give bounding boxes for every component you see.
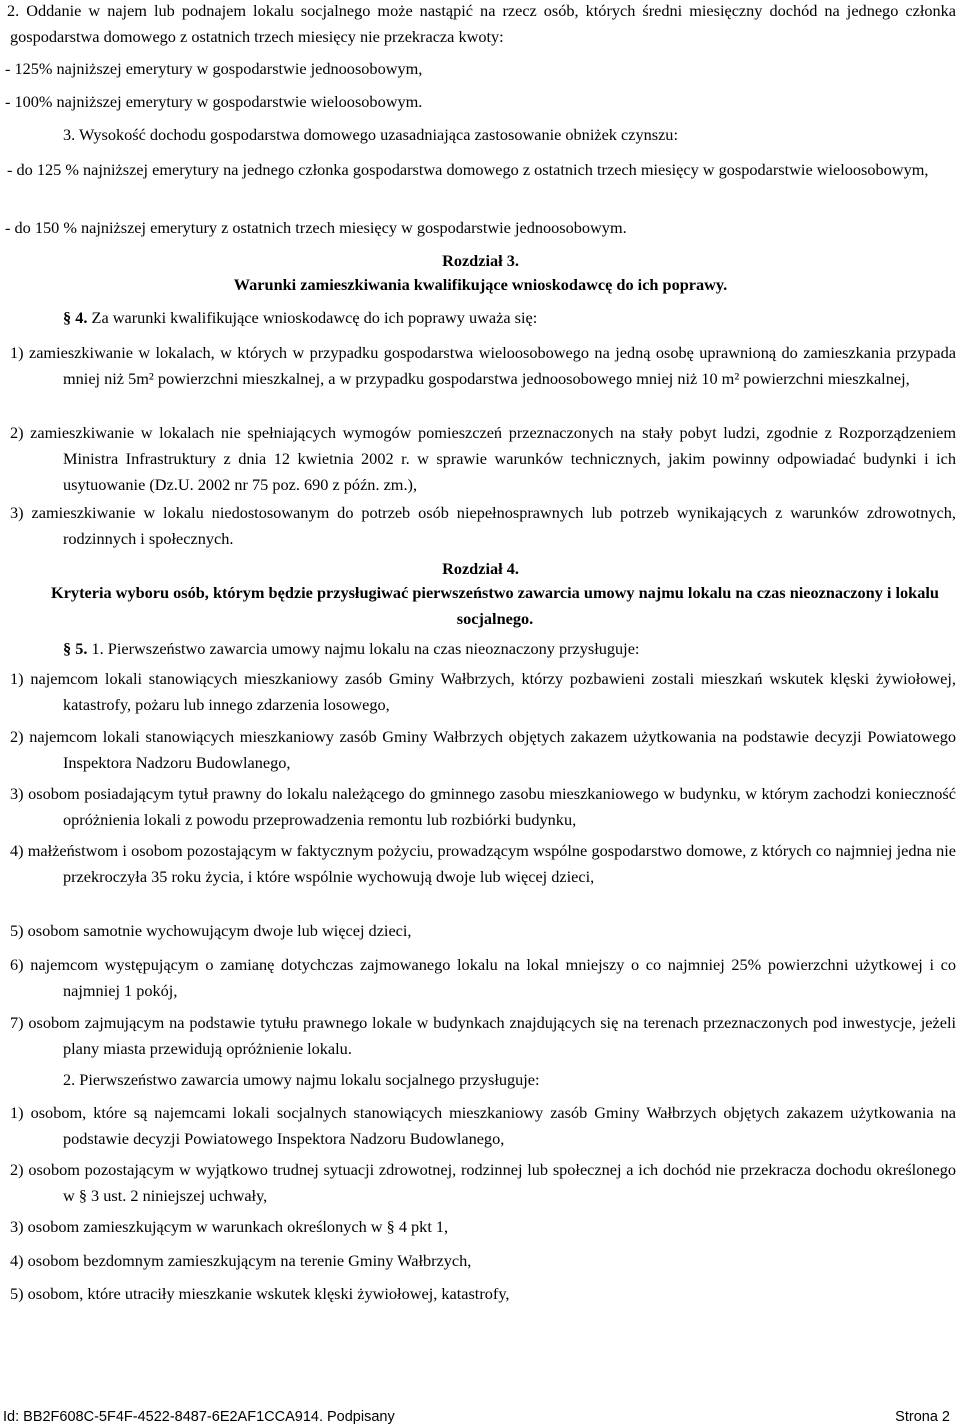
paragraph-2-item-1: - 125% najniższej emerytury w gospodarstwie jednoosobowym,: [5, 59, 423, 78]
paragraph-2-item-2: - 100% najniższej emerytury w gospodarstwie wieloosobowym.: [5, 92, 423, 111]
paragraph-5-1-item-1: 1) najemcom lokali stanowiących mieszkaniowy zasób Gminy Wałbrzych, którzy pozbawieni zostali mieszkań wskutek klęski żywiołowej, katastrofy, pożaru lub innego zdarzenia losowego,: [10, 669, 956, 714]
paragraph-3-item-2: - do 150 % najniższej emerytury z ostatnich trzech miesięcy w gospodarstwie jednoosobowym.: [5, 218, 627, 237]
section-mark-5: § 5.: [63, 639, 88, 658]
paragraph-2: [5, 0, 956, 50]
paragraph-5-2-item-2: 2) osobom pozostającym w wyjątkowo trudnej sytuacji zdrowotnej, rodzinnej lub społecznej a ich dochód nie przekracza dochodu określonego w § 3 ust. 2 niniejszej uchwały,: [10, 1160, 956, 1205]
chapter-4-title: Kryteria wyboru osób, którym będzie przysługiwać pierwszeństwo zawarcia umowy najmu lokalu na czas nieoznaczony i lokalu socjalnego.: [51, 583, 939, 628]
paragraph-5-2-item-4: 4) osobom bezdomnym zamieszkującym na terenie Gminy Wałbrzych,: [10, 1251, 472, 1270]
paragraph-4-item-2: 2) zamieszkiwanie w lokalach nie spełniających wymogów pomieszczeń przeznaczonych na stały pobyt ludzi, zgodnie z Rozporządzeniem Ministra Infrastruktury z dnia 12 kwietnia 2002 r. w sprawie warunków technicznych, jakim powinny odpowiadać budynki i ich usytuowanie (Dz.U. 2002 nr 75 poz. 690 z późn. zm.),: [10, 423, 956, 494]
paragraph-2-text: 2. Oddanie w najem lub podnajem lokalu socjalnego może nastąpić na rzecz osób, których średni miesięczny dochód na jednego członka gospodarstwa domowego z ostatnich trzech miesięcy nie przekracza kwoty:: [7, 1, 956, 46]
paragraph-5-2-item-5: 5) osobom, które utraciły mieszkanie wskutek klęski żywiołowej, katastrofy,: [10, 1284, 510, 1303]
chapter-3-title: Warunki zamieszkiwania kwalifikujące wnioskodawcę do ich poprawy.: [233, 275, 728, 294]
paragraph-5-1-item-4: 4) małżeństwom i osobom pozostającym w faktycznym pożyciu, prowadzącym wspólne gospodarstwo domowe, z których co najmniej jedna nie przekroczyła 35 roku życia, i które wspólnie wychowują dwoje lub więcej dzieci,: [10, 841, 956, 886]
paragraph-5-2-intro: 2. Pierwszeństwo zawarcia umowy najmu lokalu socjalnego przysługuje:: [63, 1070, 540, 1089]
paragraph-5-1-item-5: 5) osobom samotnie wychowującym dwoje lub więcej dzieci,: [10, 921, 412, 940]
paragraph-3-item-1: - do 125 % najniższej emerytury na jednego członka gospodarstwa domowego z ostatnich trzech miesięcy w gospodarstwie wieloosobowym,: [7, 160, 929, 179]
paragraph-5-1-intro-text: 1. Pierwszeństwo zawarcia umowy najmu lokalu na czas nieoznaczony przysługuje:: [91, 639, 640, 658]
paragraph-4-item-1: 1) zamieszkiwanie w lokalach, w których w przypadku gospodarstwa wieloosobowego na jedną osobę uprawnioną do zamieszkania przypada mniej niż 5m² powierzchni mieszkalnej, a w przypadku gospodarstwa jednoosobowego mniej niż 10 m² powierzchni mieszkalnej,: [10, 343, 956, 388]
paragraph-4-item-3: 3) zamieszkiwanie w lokalu niedostosowanym do potrzeb osób niepełnosprawnych lub potrzeb wynikających z warunków zdrowotnych, rodzinnych i społecznych.: [10, 503, 956, 548]
chapter-3-label: Rozdział 3.: [442, 251, 519, 270]
paragraph-5-1-item-2: 2) najemcom lokali stanowiących mieszkaniowy zasób Gminy Wałbrzych objętych zakazem użytkowania na podstawie decyzji Powiatowego Inspektora Nadzoru Budowlanego,: [10, 727, 956, 772]
paragraph-5-1-intro: [5, 636, 956, 662]
page-number: Strona 2: [895, 1409, 950, 1425]
paragraph-4-intro-text: Za warunki kwalifikujące wnioskodawcę do ich poprawy uważa się:: [91, 308, 538, 327]
paragraph-5-2-item-3: 3) osobom zamieszkującym w warunkach określonych w § 4 pkt 1,: [10, 1217, 449, 1236]
section-mark-4: § 4.: [63, 308, 88, 327]
paragraph-5-2-item-1: 1) osobom, które są najemcami lokali socjalnych stanowiących mieszkaniowy zasób Gminy Wałbrzych objętych zakazem użytkowania na podstawie decyzji Powiatowego Inspektora Nadzoru Budowlanego,: [10, 1103, 956, 1148]
paragraph-4-intro: [5, 305, 956, 331]
paragraph-5-1-item-3: 3) osobom posiadającym tytuł prawny do lokalu należącego do gminnego zasobu mieszkaniowego w budynku, w którym zachodzi konieczność opróżnienia lokali z powodu przeprowadzenia remontu lub rozbiórki budynku,: [10, 784, 956, 829]
paragraph-3-intro: 3. Wysokość dochodu gospodarstwa domowego uzasadniająca zastosowanie obniżek czynszu:: [63, 125, 678, 144]
document-id: Id: BB2F608C-5F4F-4522-8487-6E2AF1CCA914. Podpisany: [3, 1409, 395, 1425]
paragraph-5-1-item-6: 6) najemcom występującym o zamianę dotychczas zajmowanego lokalu na lokal mniejszy o co najmniej 25% powierzchni użytkowej i co najmniej 1 pokój,: [10, 955, 956, 1000]
paragraph-5-1-item-7: 7) osobom zajmującym na podstawie tytułu prawnego lokale w budynkach znajdujących się na terenach przeznaczonych pod inwestycje, jeżeli plany miasta przewidują opróżnienie lokalu.: [10, 1013, 956, 1058]
chapter-4-label: Rozdział 4.: [442, 559, 519, 578]
